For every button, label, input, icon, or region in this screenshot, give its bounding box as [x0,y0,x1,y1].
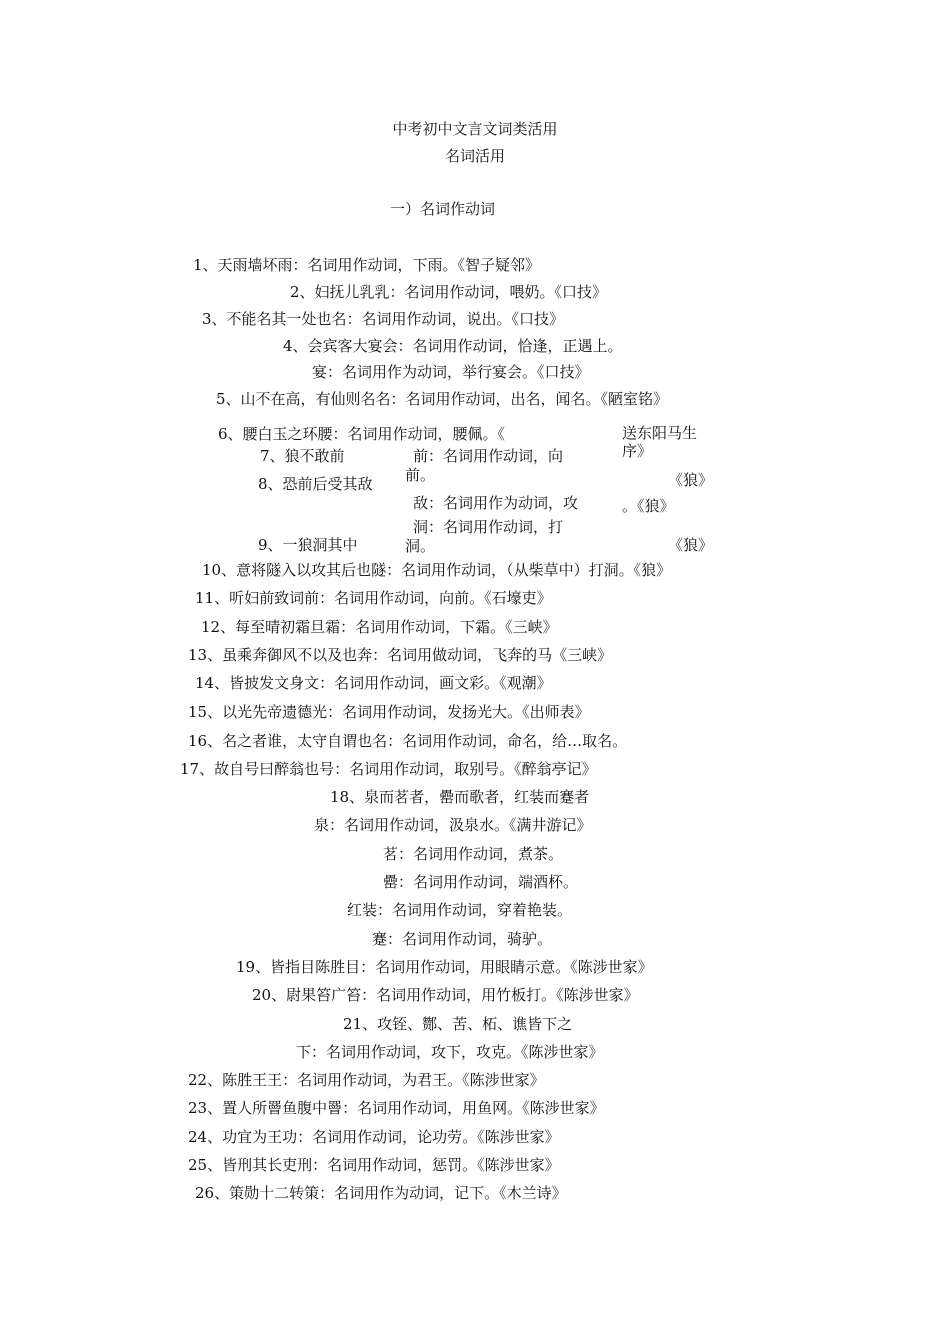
list-item: 26、策勋十二转策：名词用作为动词，记下。《木兰诗》 [195,1184,567,1202]
list-item: 宴：名词用作为动词，举行宴会。《口技》 [312,363,590,381]
list-item: 罍：名词用作动词，端酒杯。 [383,873,579,891]
list-item: 21、攻铚、酂、苦、柘、谯皆下之 [343,1015,573,1033]
list-item: 8、恐前后受其敌 [258,475,373,493]
list-item: 10、意将隧入以攻其后也隧：名词用作动词，（从柴草中）打洞。《狼》 [202,561,672,579]
list-item: 23、置人所罾鱼腹中罾：名词用作动词，用鱼网。《陈涉世家》 [188,1099,605,1117]
list-item: 9、一狼洞其中 [258,536,358,554]
list-item: 14、皆披发文身文：名词用作动词，画文彩。《观潮》 [195,674,552,692]
list-item: 2、妇抚儿乳乳：名词用作动词，喂奶。《口技》 [290,283,608,301]
list-item: 11、听妇前致词前：名词用作动词，向前。《石壕吏》 [195,589,552,607]
list-item: 序》 [622,442,653,460]
list-item: 20、尉果笞广笞：名词用作动词，用竹板打。《陈涉世家》 [252,986,639,1004]
section-heading: 一）名词作动词 [390,200,496,218]
list-item: 。《狼》 [622,497,675,515]
list-item: 洞：名词用作动词，打 [413,518,564,536]
list-item: 4、会宾客大宴会：名词用作动词，恰逢，正遇上。 [283,337,623,355]
list-item: 《狼》 [668,471,714,489]
list-item: 下：名词用作动词，攻下，攻克。《陈涉世家》 [296,1043,604,1061]
list-item: 前。 [405,466,436,484]
list-item: 茗：名词用作动词，煮茶。 [383,845,564,863]
list-item: 18、泉而茗者，罍而歌者，红装而蹇者 [330,788,590,806]
list-item: 19、皆指目陈胜目：名词用作动词，用眼睛示意。《陈涉世家》 [236,958,653,976]
list-item: 3、不能名其一处也名：名词用作动词，说出。《口技》 [202,310,565,328]
list-item: 13、虽乘奔御风不以及也奔：名词用做动词，飞奔的马《三峡》 [188,646,613,664]
list-item: 1、天雨墙坏雨：名词用作动词，下雨。《智子疑邻》 [193,256,541,274]
list-item: 敌：名词用作为动词，攻 [413,494,579,512]
list-item: 《狼》 [668,536,714,554]
list-item: 16、名之者谁，太守自谓也名：名词用作动词，命名，给…取名。 [188,732,628,750]
list-item: 5、山不在高，有仙则名名：名词用作动词，出名，闻名。《陋室铭》 [216,390,669,408]
list-item: 22、陈胜王王：名词用作动词，为君王。《陈涉世家》 [188,1071,545,1089]
page-title: 中考初中文言文词类活用 [392,120,558,138]
list-item: 25、皆刑其长吏刑：名词用作动词，惩罚。《陈涉世家》 [188,1156,560,1174]
list-item: 15、以光先帝遗德光：名词用作动词，发扬光大。《出师表》 [188,703,590,721]
list-item: 前：名词用作动词，向 [413,447,564,465]
list-item: 24、功宜为王功：名词用作动词，论功劳。《陈涉世家》 [188,1128,560,1146]
list-item: 红装：名词用作动词，穿着艳装。 [347,901,573,919]
list-item: 洞。 [405,537,436,555]
list-item: 泉：名词用作动词，汲泉水。《满井游记》 [314,816,592,834]
list-item: 17、故自号曰醉翁也号：名词用作动词，取别号。《醉翁亭记》 [180,760,597,778]
list-item: 7、狼不敢前 [260,447,345,465]
page-subtitle: 名词活用 [444,147,505,165]
list-item: 送东阳马生 [622,424,698,442]
list-item: 蹇：名词用作动词，骑驴。 [372,930,553,948]
list-item: 6、腰白玉之环腰：名词用作动词，腰佩。《 [218,425,506,443]
list-item: 12、每至晴初霜旦霜：名词用作动词，下霜。《三峡》 [201,618,558,636]
